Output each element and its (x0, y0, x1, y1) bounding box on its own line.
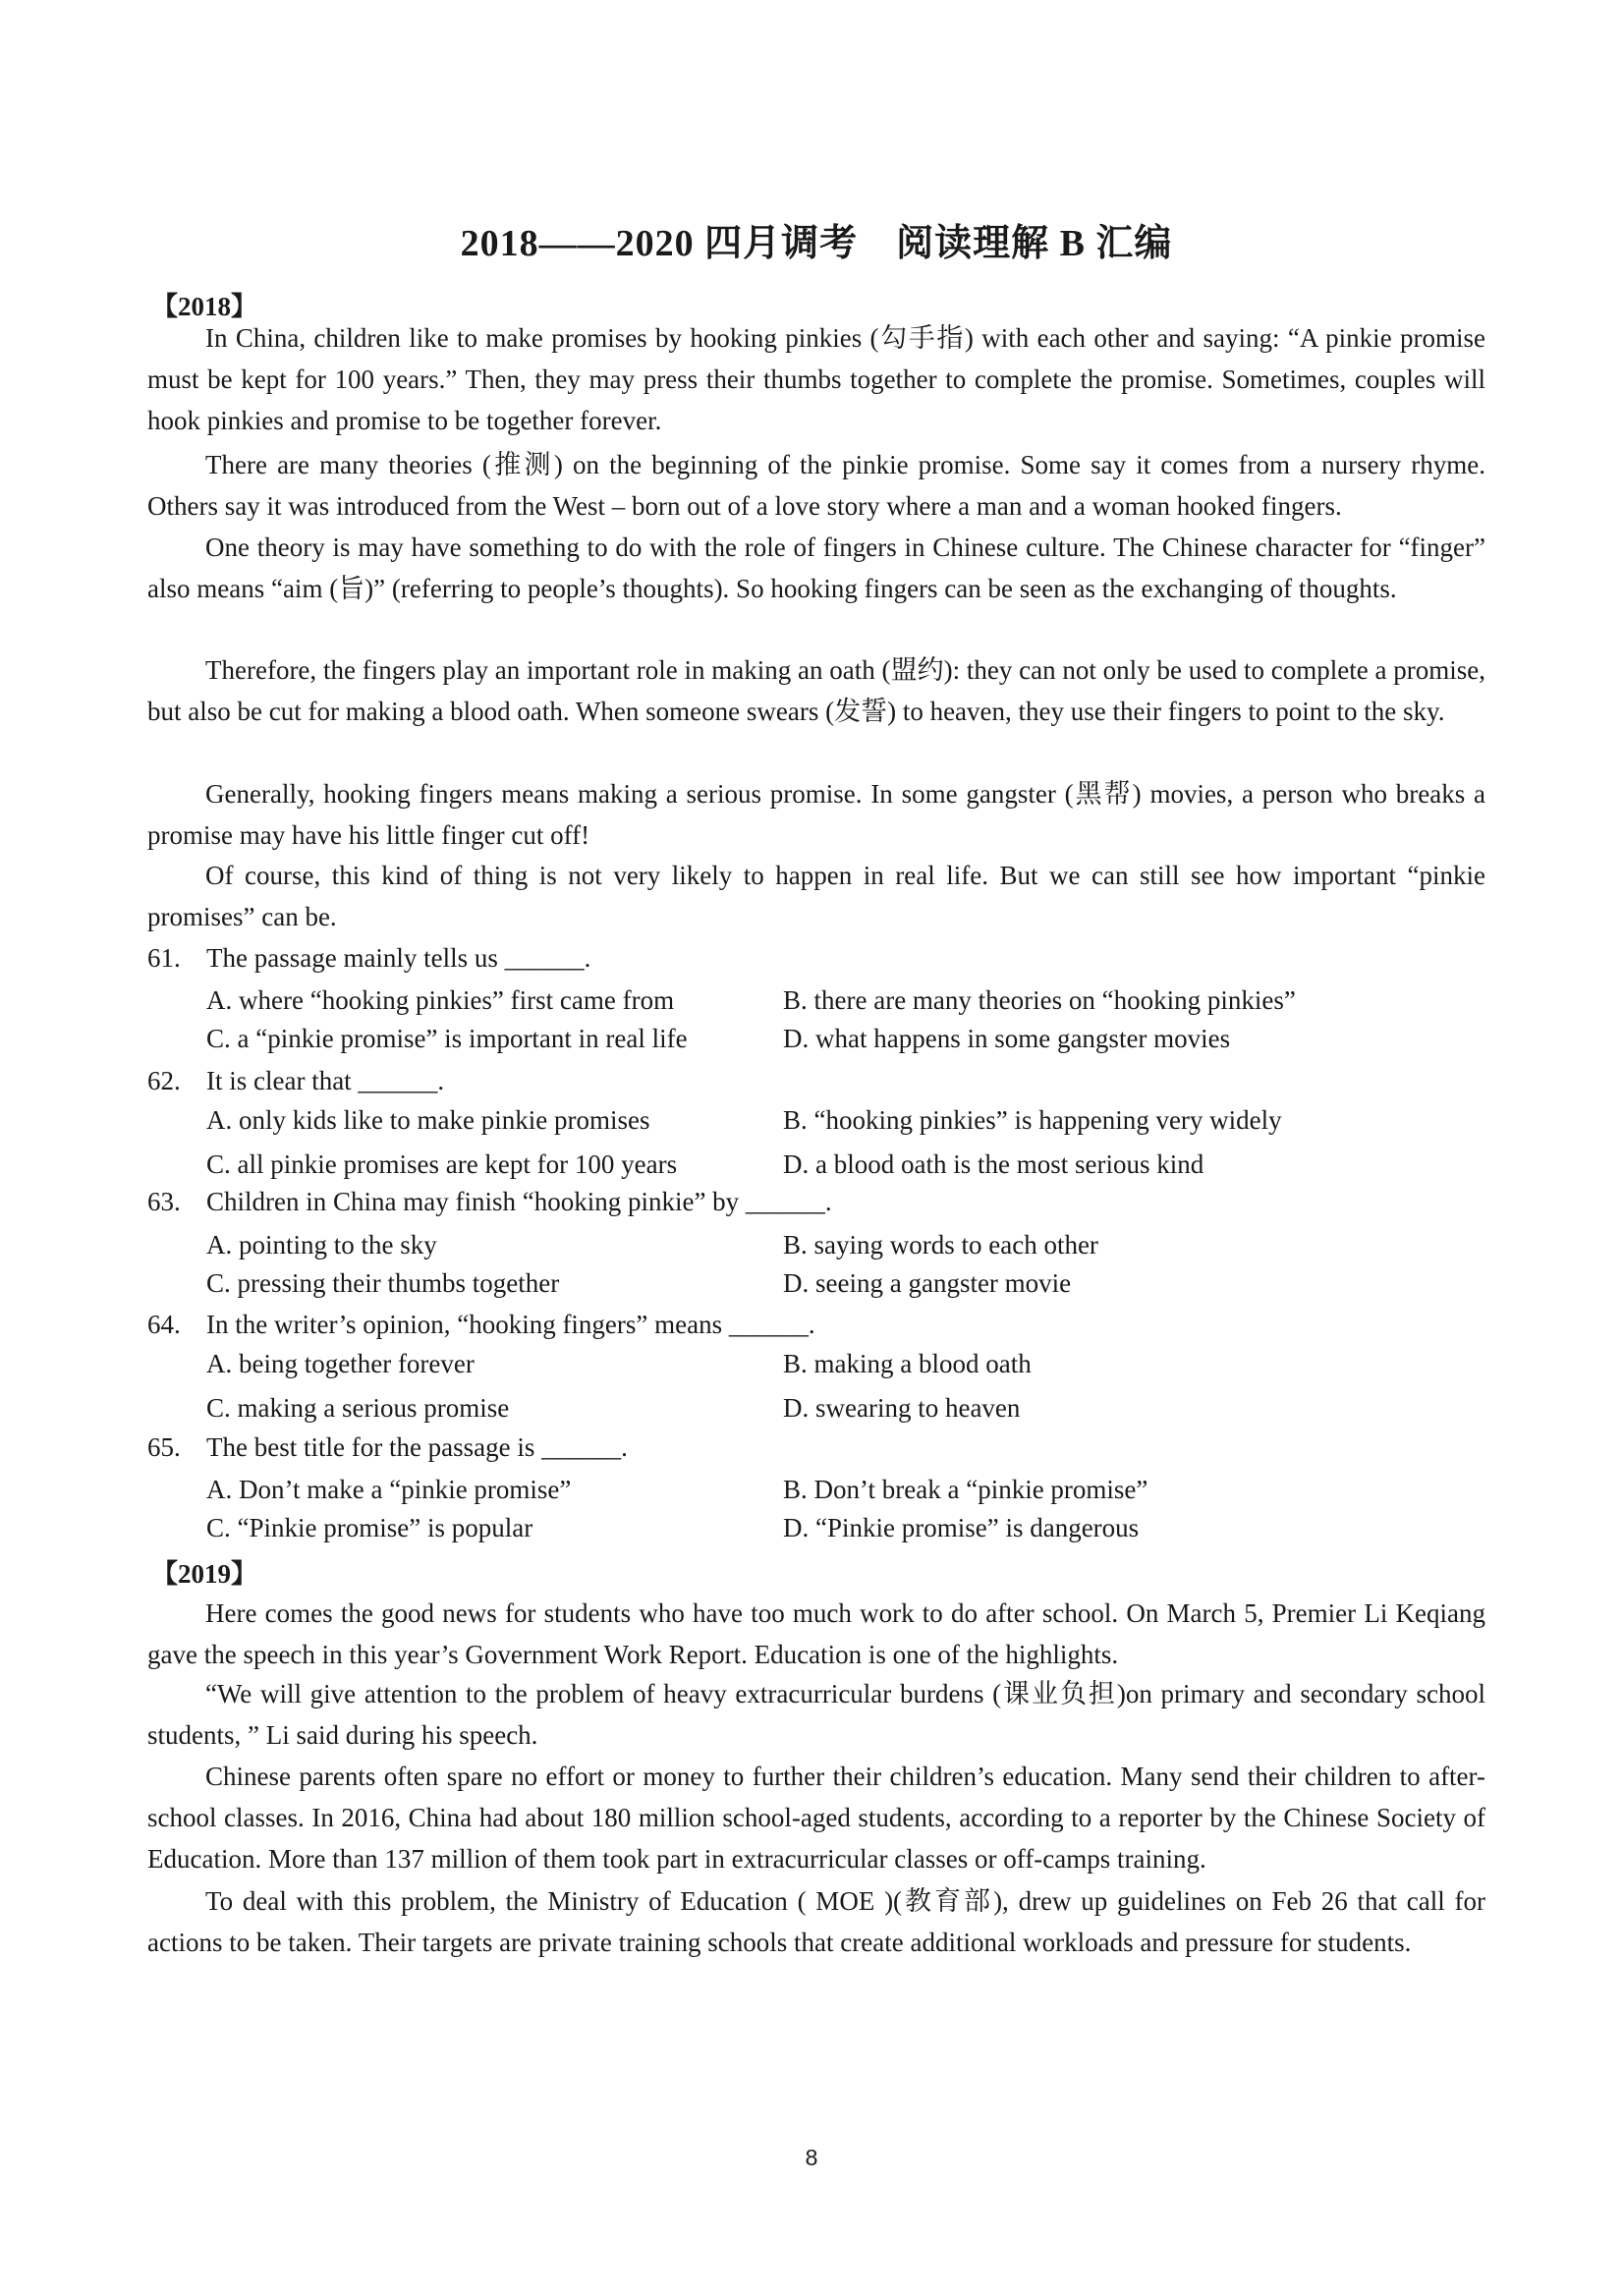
paragraph-2019-3: Chinese parents often spare no effort or money to further their children’s education. Many send their children to after-school classes. In 2016, China had about 180 million school-aged students, according to a reporter by the Chinese Society of Education. More than 137 million of them took part in extracurricular classes or off-camps training. (147, 1762, 1485, 1874)
option-62-a: A. only kids like to make pinkie promises (206, 1105, 650, 1135)
page-title: 2018——2020 四月调考 阅读理解 B 汇编 (460, 223, 1173, 264)
page-number: 8 (805, 2145, 818, 2170)
option-64-a: A. being together forever (206, 1349, 475, 1378)
question-65 (147, 1428, 628, 1467)
question-64 (147, 1305, 815, 1344)
option-64-d: D. swearing to heaven (783, 1393, 1021, 1423)
question-stem: In the writer’s opinion, “hooking fingers” means ______. (206, 1310, 815, 1339)
question-61 (147, 938, 590, 978)
section-2019-label: 【2019】 (151, 1559, 257, 1589)
option-62-c: C. all pinkie promises are kept for 100 years (206, 1149, 678, 1179)
option-63-b: B. saying words to each other (783, 1230, 1098, 1260)
option-63-a: A. pointing to the sky (206, 1230, 437, 1260)
option-64-c: C. making a serious promise (206, 1393, 510, 1423)
paragraph-2018-5: Generally, hooking fingers means making a serious promise. In some gangster (黑帮) movies, a person who breaks a promise may have his little finger cut off! (147, 779, 1485, 850)
option-65-d: D. “Pinkie promise” is dangerous (783, 1513, 1140, 1542)
option-61-b: B. there are many theories on “hooking pinkies” (783, 985, 1296, 1015)
question-number: 62. (147, 1066, 181, 1095)
question-number: 63. (147, 1187, 181, 1216)
question-stem: It is clear that ______. (206, 1066, 445, 1095)
option-65-a: A. Don’t make a “pinkie promise” (206, 1475, 572, 1504)
question-number: 64. (147, 1310, 181, 1339)
section-2018-label: 【2018】 (151, 292, 257, 321)
paragraph-2018-4: Therefore, the fingers play an important role in making an oath (盟约): they can not only be used to complete a promise, but also be cut for making a blood oath. When someone swears (发誓) to heaven, they use their fingers to point to the sky. (147, 655, 1485, 726)
question-number: 65. (147, 1432, 181, 1462)
paragraph-2019-1: Here comes the good news for students who have too much work to do after school. On March 5, Premier Li Keqiang gave the speech in this year’s Government Work Report. Education is one of the highlights. (147, 1598, 1485, 1669)
option-62-d: D. a blood oath is the most serious kind (783, 1149, 1204, 1179)
question-number: 61. (147, 943, 181, 973)
question-62 (147, 1061, 444, 1100)
paragraph-2018-3: One theory is may have something to do with the role of fingers in Chinese culture. The Chinese character for “finger” also means “aim (旨)” (referring to people’s thoughts). So hooking fingers can be seen as the exchanging of thoughts. (147, 532, 1485, 603)
option-65-b: B. Don’t break a “pinkie promise” (783, 1475, 1148, 1504)
option-61-c: C. a “pinkie promise” is important in real life (206, 1024, 688, 1053)
option-63-c: C. pressing their thumbs together (206, 1268, 560, 1298)
option-61-d: D. what happens in some gangster movies (783, 1024, 1231, 1053)
option-65-c: C. “Pinkie promise” is popular (206, 1513, 533, 1542)
paragraph-2018-6: Of course, this kind of thing is not very likely to happen in real life. But we can still see how important “pinkie promises” can be. (147, 861, 1485, 931)
paragraph-2019-2: “We will give attention to the problem of heavy extracurricular burdens (课业负担)on primary and secondary school students, ” Li said during his speech. (147, 1679, 1485, 1750)
option-62-b: B. “hooking pinkies” is happening very widely (783, 1105, 1282, 1135)
question-63 (147, 1182, 832, 1221)
option-64-b: B. making a blood oath (783, 1349, 1032, 1378)
paragraph-2018-1: In China, children like to make promises by hooking pinkies (勾手指) with each other and saying: “A pinkie promise must be kept for 100 years.” Then, they may press their thumbs together to complete the promise. Sometimes, couples will hook pinkies and promise to be together forever. (147, 323, 1485, 435)
paragraph-2019-4: To deal with this problem, the Ministry of Education ( MOE )(教育部), drew up guidelines on Feb 26 that call for actions to be taken. Their targets are private training schools that create additional workloads and pressure for students. (147, 1886, 1485, 1957)
option-61-a: A. where “hooking pinkies” first came from (206, 985, 675, 1015)
option-63-d: D. seeing a gangster movie (783, 1268, 1072, 1298)
question-stem: The best title for the passage is ______. (206, 1432, 628, 1462)
question-stem: Children in China may finish “hooking pinkie” by ______. (206, 1187, 832, 1216)
question-stem: The passage mainly tells us ______. (206, 943, 591, 973)
paragraph-2018-2: There are many theories (推测) on the beginning of the pinkie promise. Some say it comes from a nursery rhyme. Others say it was introduced from the West – born out of a love story where a man and a woman hooked fingers. (147, 450, 1485, 521)
